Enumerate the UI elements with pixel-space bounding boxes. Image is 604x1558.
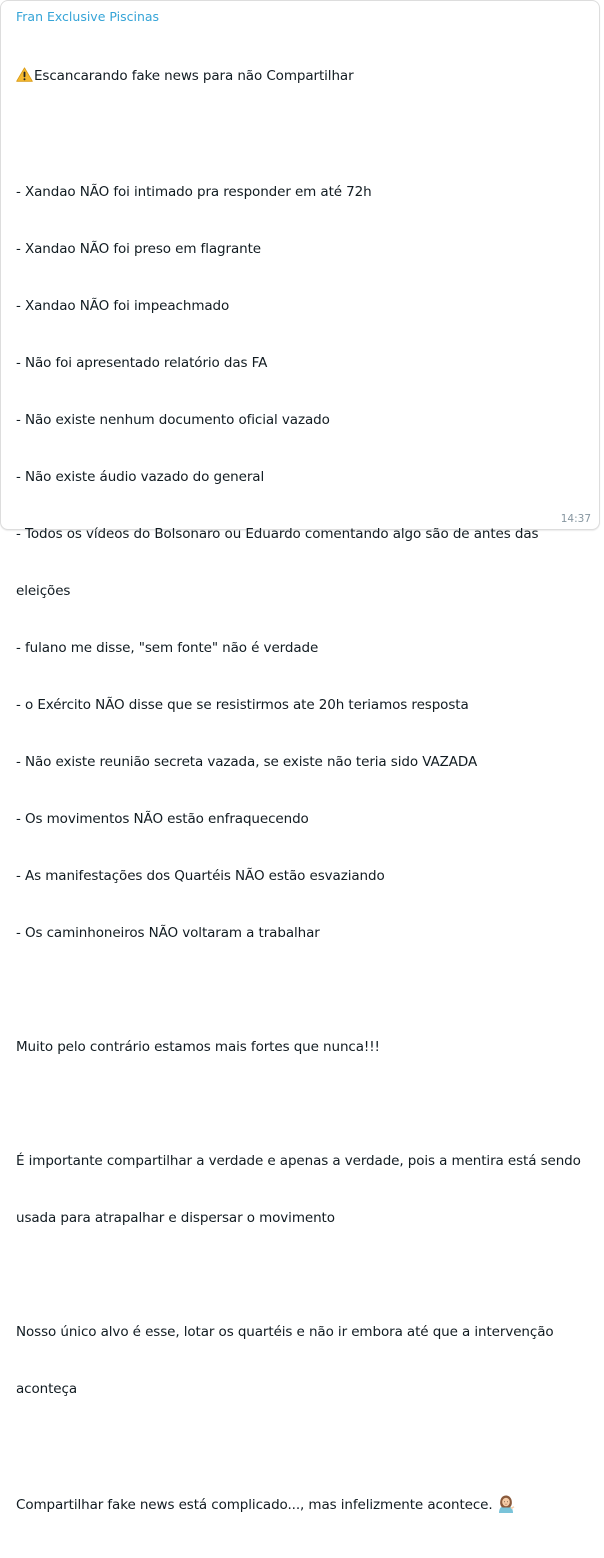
list-item: - Xandao NÃO foi preso em flagrante [16, 241, 261, 257]
list-item: - fulano me disse, "sem fonte" não é verdade [16, 640, 319, 656]
blank-line [16, 1095, 589, 1114]
blank-line [16, 1266, 589, 1285]
warning-icon [16, 67, 33, 88]
list-item: - Não existe nenhum documento oficial vazado [16, 412, 330, 428]
blank-line [16, 126, 589, 145]
message-timestamp: 14:37 [560, 513, 591, 525]
message-title: Escancarando fake news para não Compartilhar [34, 68, 354, 84]
list-item-continuation: eleições [16, 583, 71, 599]
paragraph-line: aconteça [16, 1381, 78, 1397]
paragraph-strong: Muito pelo contrário estamos mais fortes que nunca!!! [16, 1039, 380, 1055]
closing-text: Compartilhar fake news está complicado..., mas infelizmente acontece. [16, 1497, 493, 1513]
list-item: - Os movimentos NÃO estão enfraquecendo [16, 811, 309, 827]
list-item: - o Exército NÃO disse que se resistirmos ate 20h teriamos resposta [16, 697, 469, 713]
list-item: - Os caminhoneiros NÃO voltaram a trabalhar [16, 925, 320, 941]
list-item: - Não foi apresentado relatório das FA [16, 355, 268, 371]
message-body [16, 29, 589, 1558]
message-title-line [16, 67, 589, 88]
list-item: - Não existe áudio vazado do general [16, 469, 265, 485]
list-item: - As manifestações dos Quartéis NÃO estão esvaziando [16, 868, 385, 884]
list-item: - Xandao NÃO foi intimado pra responder em até 72h [16, 184, 372, 200]
blank-line [16, 1437, 589, 1456]
person-tipping-hand-icon [496, 1494, 516, 1520]
sender-name[interactable]: Fran Exclusive Piscinas [16, 9, 160, 24]
list-item: - Não existe reunião secreta vazada, se existe não teria sido VAZADA [16, 754, 478, 770]
blank-line [16, 981, 589, 1000]
list-item: - Xandao NÃO foi impeachmado [16, 298, 230, 314]
paragraph-line: É importante compartilhar a verdade e apenas a verdade, pois a mentira está sendo [16, 1153, 581, 1169]
list-item: - Todos os vídeos do Bolsonaro ou Eduardo comentando algo são de antes das [16, 526, 539, 542]
paragraph-line: Nosso único alvo é esse, lotar os quartéis e não ir embora até que a intervenção [16, 1324, 554, 1340]
paragraph-line: usada para atrapalhar e dispersar o movimento [16, 1210, 335, 1226]
closing-line [16, 1494, 589, 1520]
